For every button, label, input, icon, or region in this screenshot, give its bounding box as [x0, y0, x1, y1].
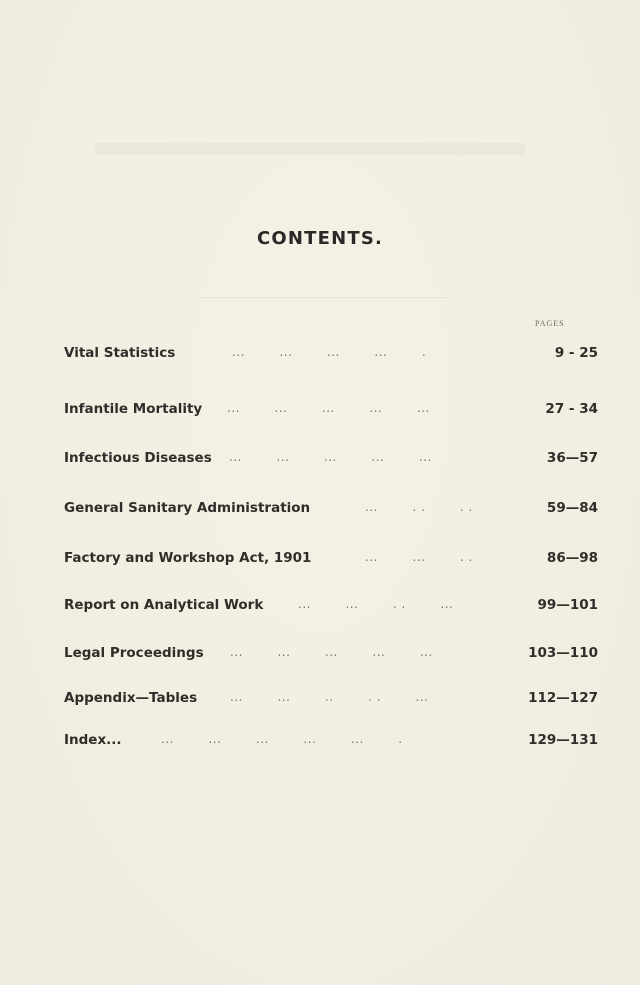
toc-entry — [64, 401, 604, 423]
bleed-through-text — [95, 143, 525, 155]
toc-entry-pages: 129—131 — [528, 732, 598, 748]
toc-entry-leader: ... ... ... ... ... — [227, 401, 430, 415]
toc-entry-leader: ... ... ... ... ... — [230, 645, 433, 659]
toc-entry-leader: ... ... . . — [365, 550, 473, 564]
toc-entry-label: Infectious Diseases — [64, 450, 212, 466]
divider — [200, 297, 450, 298]
toc-entry-label: General Sanitary Administration — [64, 500, 311, 516]
toc-entry — [64, 450, 604, 472]
toc-entry-pages: 59—84 — [546, 500, 598, 516]
toc-entry-pages: 99—101 — [537, 597, 598, 613]
toc-entry-label: Index... — [64, 732, 122, 748]
toc-entry-leader: ... ... . . ... — [298, 597, 454, 611]
toc-entry-pages: 103—110 — [528, 645, 598, 661]
toc-entry-leader: ... ... ... ... ... . — [161, 732, 403, 746]
toc-entry — [64, 597, 604, 619]
toc-entry-leader: ... ... .. . . ... — [230, 690, 429, 704]
toc-entry-pages: 27 - 34 — [545, 401, 598, 417]
toc-entry — [64, 500, 604, 522]
contents-title: CONTENTS. — [256, 228, 384, 249]
toc-entry-leader: ... ... ... ... . — [232, 345, 427, 359]
toc-entry-label: Factory and Workshop Act, 1901 — [64, 550, 312, 566]
toc-entry — [64, 732, 604, 754]
toc-entry-pages: 9 - 25 — [554, 345, 598, 361]
toc-entry-label: Infantile Mortality — [64, 401, 203, 417]
toc-entry-pages: 36—57 — [546, 450, 598, 466]
pages-heading: PAGES — [535, 319, 565, 328]
toc-entry-label: Vital Statistics — [64, 345, 176, 361]
toc-entry-pages: 112—127 — [528, 690, 598, 706]
toc-entry-label: Appendix—Tables — [64, 690, 198, 706]
toc-entry-leader: ... . . . . — [365, 500, 473, 514]
toc-entry-label: Report on Analytical Work — [64, 597, 264, 613]
toc-entry-label: Legal Proceedings — [64, 645, 204, 661]
toc-entry — [64, 645, 604, 667]
toc-entry-leader: ... ... ... ... ... — [229, 450, 432, 464]
toc-entry — [64, 345, 604, 367]
toc-entry — [64, 550, 604, 572]
toc-entry-pages: 86—98 — [546, 550, 598, 566]
toc-entry — [64, 690, 604, 712]
